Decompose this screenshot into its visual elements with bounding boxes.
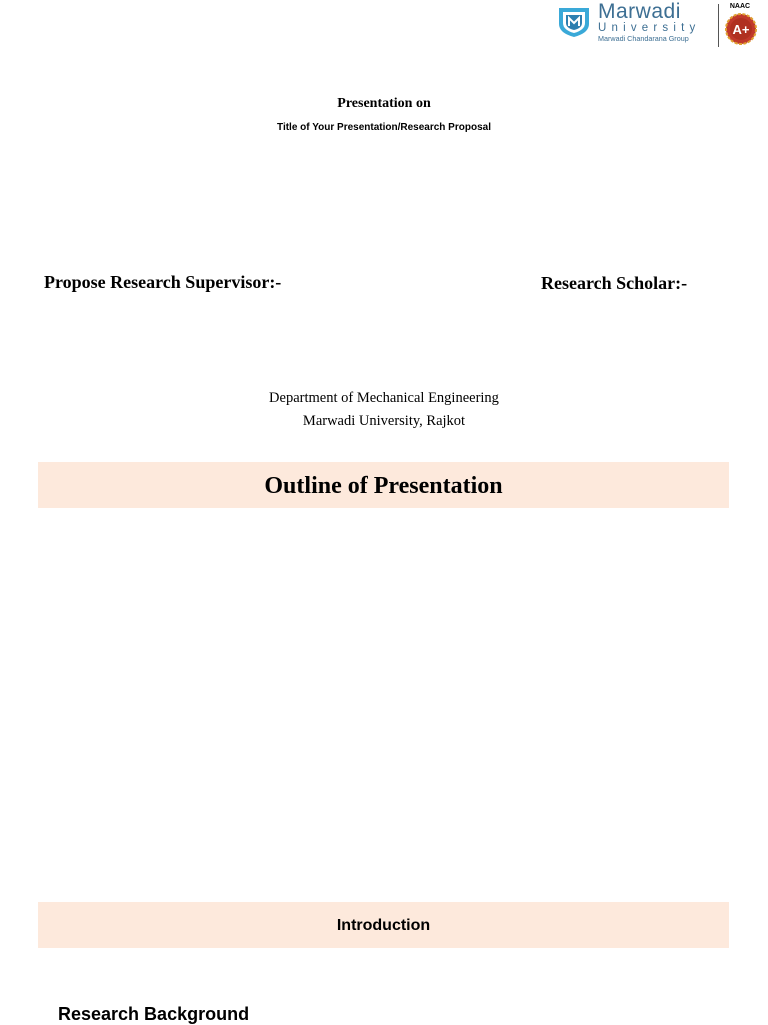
affiliation-block [0,387,768,433]
research-background-heading: Research Background [58,1004,250,1024]
logo-name: Marwadi [598,0,681,23]
outline-heading-bar [38,462,729,508]
naac-seal-icon [725,13,757,45]
introduction-heading: Introduction [336,917,431,934]
scholar-label: Research Scholar:- [541,273,688,293]
supervisor-label: Propose Research Supervisor:- [44,272,282,292]
presentation-title: Title of Your Presentation/Research Proposal [277,122,491,133]
introduction-heading-bar [38,902,729,948]
naac-grade: A+ [732,22,750,37]
department-name: Department of Mechanical Engineering [269,390,499,406]
logo-group: Marwadi Chandarana Group [598,34,689,43]
logo-subtitle: University [598,22,701,34]
logo-wordmark [598,2,716,43]
university-logo [556,2,764,48]
naac-badge [721,2,764,48]
outline-heading: Outline of Presentation [264,473,503,499]
naac-label: NAAC [729,3,751,10]
logo-divider [718,4,719,47]
presentation-on-label: Presentation on [337,96,431,111]
university-name: Marwadi University, Rajkot [302,413,466,429]
shield-icon [556,6,592,38]
